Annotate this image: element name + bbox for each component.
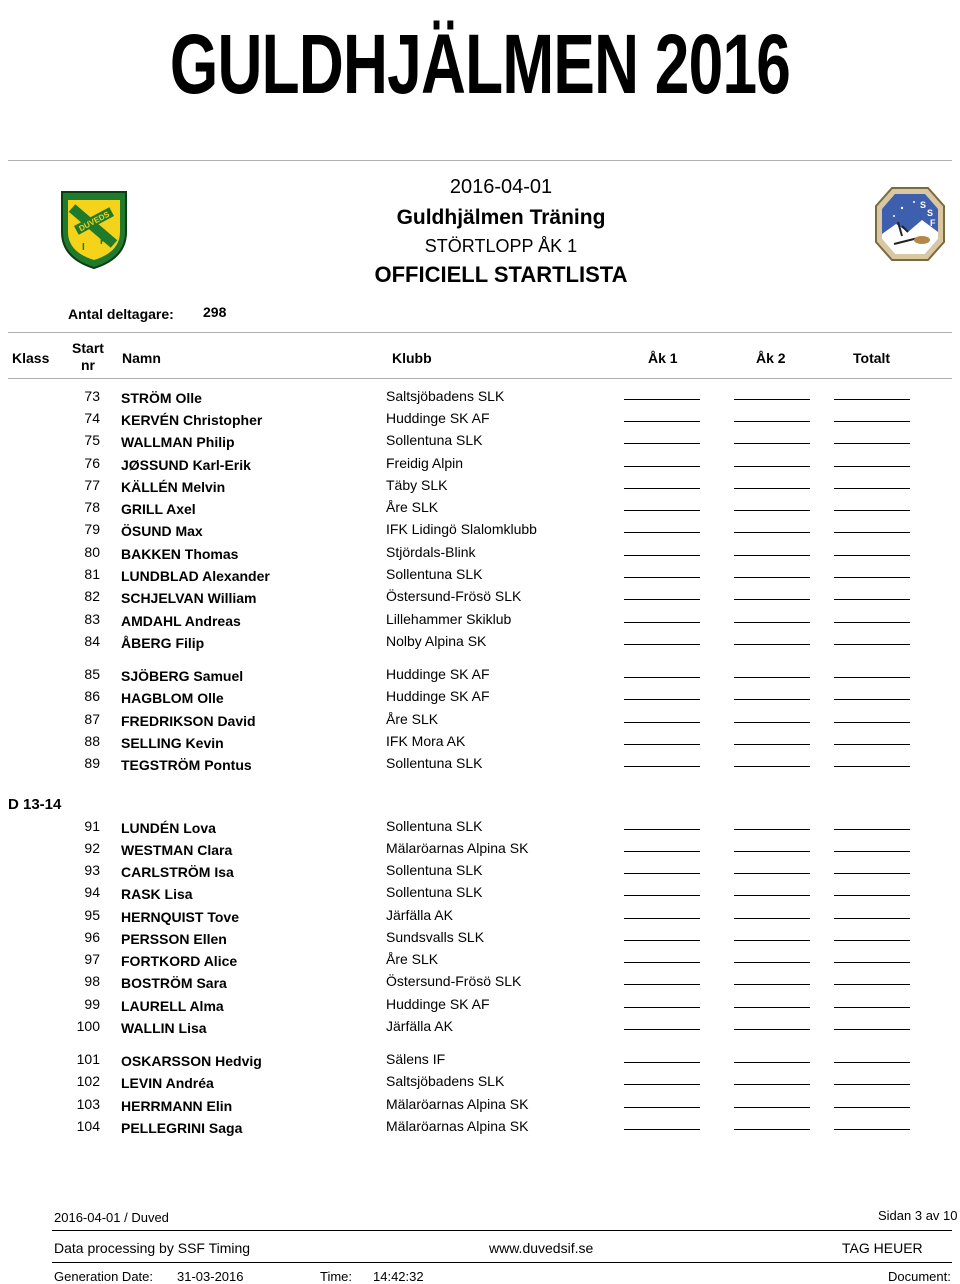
start-number: 93 [84, 862, 100, 878]
run1-result-blank [624, 532, 700, 533]
table-row [0, 685, 960, 707]
column-header-start-nr [70, 340, 106, 374]
total-result-blank [834, 644, 910, 645]
club-name: Huddinge SK AF [386, 410, 490, 426]
column-header-klubb: Klubb [392, 350, 432, 366]
athlete-name: TEGSTRÖM Pontus [121, 757, 252, 773]
athlete-name: LUNDBLAD Alexander [121, 568, 270, 584]
total-result-blank [834, 1062, 910, 1063]
total-result-blank [834, 1029, 910, 1030]
athlete-name: CARLSTRÖM Isa [121, 864, 234, 880]
club-name: Åre SLK [386, 711, 439, 727]
athlete-name: ÖSUND Max [121, 523, 203, 539]
athlete-name: WALLIN Lisa [121, 1020, 207, 1036]
athlete-name: PELLEGRINI Saga [121, 1120, 243, 1136]
total-result-blank [834, 443, 910, 444]
footer-page: Sidan 3 av 10 [878, 1208, 958, 1223]
run2-result-blank [734, 940, 810, 941]
club-name: Sälens IF [386, 1051, 446, 1067]
athlete-name: HERRMANN Elin [121, 1098, 233, 1114]
run2-result-blank [734, 699, 810, 700]
club-name: IFK Mora AK [386, 733, 466, 749]
participants-count: 298 [203, 304, 227, 320]
table-row [0, 474, 960, 496]
table-row [0, 1070, 960, 1092]
header-divider [8, 160, 952, 161]
run1-result-blank [624, 421, 700, 422]
athlete-name: STRÖM Olle [121, 390, 202, 406]
run2-result-blank [734, 962, 810, 963]
club-name: Östersund-Frösö SLK [386, 973, 522, 989]
total-result-blank [834, 918, 910, 919]
athlete-name: FORTKORD Alice [121, 953, 238, 969]
main-title: GULDHJÄLMEN 2016 [169, 17, 791, 111]
athlete-name: LUNDÉN Lova [121, 820, 216, 836]
run2-result-blank [734, 851, 810, 852]
run1-result-blank [624, 1062, 700, 1063]
participants-label: Antal deltagare: [68, 306, 174, 322]
run1-result-blank [624, 766, 700, 767]
run2-result-blank [734, 555, 810, 556]
start-number: 102 [76, 1073, 100, 1089]
table-row [0, 970, 960, 992]
start-number: 76 [84, 455, 100, 471]
total-result-blank [834, 766, 910, 767]
start-number: 81 [84, 566, 100, 582]
run1-result-blank [624, 599, 700, 600]
run1-result-blank [624, 962, 700, 963]
table-row [0, 385, 960, 407]
run2-result-blank [734, 1107, 810, 1108]
table-row [0, 407, 960, 429]
total-result-blank [834, 577, 910, 578]
run2-result-blank [734, 443, 810, 444]
run2-result-blank [734, 677, 810, 678]
run1-result-blank [624, 488, 700, 489]
table-row [0, 708, 960, 730]
table-row [0, 926, 960, 948]
run1-result-blank [624, 984, 700, 985]
table-row [0, 1093, 960, 1115]
total-result-blank [834, 984, 910, 985]
run1-result-blank [624, 744, 700, 745]
total-result-blank [834, 829, 910, 830]
club-name: Sollentuna SLK [386, 884, 483, 900]
run1-result-blank [624, 895, 700, 896]
run1-result-blank [624, 622, 700, 623]
athlete-name: ÅBERG Filip [121, 635, 205, 651]
column-header-klass: Klass [12, 350, 50, 366]
column-header-start: Start [72, 340, 104, 356]
run1-result-blank [624, 466, 700, 467]
event-date: 2016-04-01 [449, 176, 553, 198]
run1-result-blank [624, 1129, 700, 1130]
club-name: Stjördals-Blink [386, 544, 476, 560]
run2-result-blank [734, 1007, 810, 1008]
table-row [0, 563, 960, 585]
total-result-blank [834, 555, 910, 556]
club-name: Åre SLK [386, 499, 439, 515]
athlete-name: KERVÉN Christopher [121, 412, 263, 428]
run1-result-blank [624, 918, 700, 919]
start-number: 104 [76, 1118, 100, 1134]
class-label: D 13-14 [8, 796, 62, 813]
total-result-blank [834, 1007, 910, 1008]
svg-text:F: F [930, 218, 936, 228]
start-number: 87 [84, 711, 100, 727]
table-row [0, 496, 960, 518]
athlete-name: BOSTRÖM Sara [121, 975, 227, 991]
start-number: 86 [84, 688, 100, 704]
run1-result-blank [624, 1107, 700, 1108]
footer-date-org: 2016-04-01 / Duved [54, 1210, 169, 1225]
club-name: Mälaröarnas Alpina SK [386, 1096, 529, 1112]
total-result-blank [834, 510, 910, 511]
table-row [0, 608, 960, 630]
athlete-name: SCHJELVAN William [121, 590, 257, 606]
footer-time-value: 14:42:32 [373, 1269, 424, 1284]
total-result-blank [834, 873, 910, 874]
start-number: 80 [84, 544, 100, 560]
club-name: Huddinge SK AF [386, 666, 490, 682]
club-name: Sollentuna SLK [386, 755, 483, 771]
athlete-name: BAKKEN Thomas [121, 546, 239, 562]
run2-result-blank [734, 488, 810, 489]
club-name: Huddinge SK AF [386, 996, 490, 1012]
table-row [0, 541, 960, 563]
run1-result-blank [624, 1029, 700, 1030]
run1-result-blank [624, 510, 700, 511]
start-number: 85 [84, 666, 100, 682]
run2-result-blank [734, 873, 810, 874]
run2-result-blank [734, 984, 810, 985]
run1-result-blank [624, 1084, 700, 1085]
total-result-blank [834, 722, 910, 723]
footer-time-label: Time: [320, 1269, 353, 1284]
table-header-divider [8, 378, 952, 379]
run2-result-blank [734, 599, 810, 600]
run2-result-blank [734, 532, 810, 533]
table-top-divider [8, 332, 952, 333]
start-number: 91 [84, 818, 100, 834]
total-result-blank [834, 1084, 910, 1085]
start-number: 73 [84, 388, 100, 404]
table-row [0, 429, 960, 451]
total-result-blank [834, 1107, 910, 1108]
table-row [0, 993, 960, 1015]
club-name: Täby SLK [386, 477, 448, 493]
svg-text:S: S [920, 200, 927, 210]
run1-result-blank [624, 699, 700, 700]
athlete-name: PERSSON Ellen [121, 931, 227, 947]
club-name: Freidig Alpin [386, 455, 464, 471]
svg-text:I: I [82, 242, 85, 253]
club-name: Lillehammer Skiklub [386, 611, 512, 627]
total-result-blank [834, 599, 910, 600]
athlete-name: HERNQUIST Tove [121, 909, 239, 925]
run1-result-blank [624, 399, 700, 400]
athlete-name: LAURELL Alma [121, 998, 224, 1014]
table-row [0, 1015, 960, 1037]
start-number: 99 [84, 996, 100, 1012]
athlete-name: RASK Lisa [121, 886, 193, 902]
run2-result-blank [734, 466, 810, 467]
footer-timing: TAG HEUER [842, 1240, 923, 1256]
svg-text:DUVEDS: DUVEDS [77, 209, 112, 234]
total-result-blank [834, 399, 910, 400]
run1-result-blank [624, 555, 700, 556]
table-row [0, 630, 960, 652]
start-number: 103 [76, 1096, 100, 1112]
total-result-blank [834, 488, 910, 489]
run2-result-blank [734, 1029, 810, 1030]
run2-result-blank [734, 622, 810, 623]
start-number: 75 [84, 432, 100, 448]
run1-result-blank [624, 1007, 700, 1008]
run1-result-blank [624, 644, 700, 645]
start-number: 101 [76, 1051, 100, 1067]
start-number: 94 [84, 884, 100, 900]
table-row [0, 881, 960, 903]
club-name: Mälaröarnas Alpina SK [386, 840, 529, 856]
list-title: OFFICIELL STARTLISTA [374, 262, 628, 287]
start-number: 84 [84, 633, 100, 649]
run1-result-blank [624, 677, 700, 678]
total-result-blank [834, 677, 910, 678]
start-number: 79 [84, 521, 100, 537]
table-row [0, 815, 960, 837]
club-name: Sollentuna SLK [386, 432, 483, 448]
run2-result-blank [734, 510, 810, 511]
column-header-totalt: Totalt [853, 350, 891, 366]
club-name: Saltsjöbadens SLK [386, 388, 505, 404]
total-result-blank [834, 895, 910, 896]
footer-divider-2 [52, 1262, 952, 1263]
club-name: Järfälla AK [386, 1018, 453, 1034]
start-number: 78 [84, 499, 100, 515]
start-number: 95 [84, 907, 100, 923]
svg-text:S: S [927, 208, 934, 218]
run1-result-blank [624, 577, 700, 578]
table-row [0, 1115, 960, 1137]
start-number: 100 [76, 1018, 100, 1034]
total-result-blank [834, 962, 910, 963]
svg-text:F: F [100, 236, 107, 247]
run1-result-blank [624, 851, 700, 852]
club-name: Järfälla AK [386, 907, 453, 923]
athlete-name: WESTMAN Clara [121, 842, 233, 858]
athlete-name: KÄLLÉN Melvin [121, 479, 226, 495]
athlete-name: LEVIN Andréa [121, 1075, 214, 1091]
total-result-blank [834, 851, 910, 852]
table-row [0, 663, 960, 685]
run2-result-blank [734, 766, 810, 767]
athlete-name: JØSSUND Karl-Erik [121, 457, 251, 473]
club-name: Sollentuna SLK [386, 818, 483, 834]
club-name: IFK Lidingö Slalomklubb [386, 521, 537, 537]
athlete-name: OSKARSSON Hedvig [121, 1053, 262, 1069]
total-result-blank [834, 744, 910, 745]
table-row [0, 1048, 960, 1070]
athlete-name: FREDRIKSON David [121, 713, 256, 729]
run1-result-blank [624, 829, 700, 830]
total-result-blank [834, 532, 910, 533]
athlete-name: AMDAHL Andreas [121, 613, 241, 629]
club-name: Åre SLK [386, 951, 439, 967]
footer-processing: Data processing by SSF Timing [54, 1240, 251, 1256]
run2-result-blank [734, 421, 810, 422]
start-number: 77 [84, 477, 100, 493]
run2-result-blank [734, 744, 810, 745]
table-row [0, 518, 960, 540]
club-name: Nolby Alpina SK [386, 633, 487, 649]
start-number: 97 [84, 951, 100, 967]
total-result-blank [834, 1129, 910, 1130]
table-row [0, 837, 960, 859]
table-row [0, 585, 960, 607]
club-name: Sollentuna SLK [386, 862, 483, 878]
club-name: Saltsjöbadens SLK [386, 1073, 505, 1089]
athlete-name: SELLING Kevin [121, 735, 224, 751]
start-number: 82 [84, 588, 100, 604]
total-result-blank [834, 421, 910, 422]
club-name: Mälaröarnas Alpina SK [386, 1118, 529, 1134]
run2-result-blank [734, 1129, 810, 1130]
start-number: 74 [84, 410, 100, 426]
run2-result-blank [734, 644, 810, 645]
table-row [0, 752, 960, 774]
event-name: Guldhjälmen Träning [396, 206, 606, 229]
run1-result-blank [624, 873, 700, 874]
run2-result-blank [734, 722, 810, 723]
table-row [0, 948, 960, 970]
run2-result-blank [734, 895, 810, 896]
footer-divider [52, 1230, 952, 1231]
start-number: 88 [84, 733, 100, 749]
start-number: 89 [84, 755, 100, 771]
run2-result-blank [734, 829, 810, 830]
athlete-name: GRILL Axel [121, 501, 196, 517]
run2-result-blank [734, 1084, 810, 1085]
race-name: STÖRTLOPP ÅK 1 [424, 236, 578, 256]
table-row [0, 452, 960, 474]
start-number: 83 [84, 611, 100, 627]
footer-website-link[interactable]: www.duvedsif.se [489, 1240, 594, 1256]
athlete-name: WALLMAN Philip [121, 434, 235, 450]
total-result-blank [834, 466, 910, 467]
run1-result-blank [624, 722, 700, 723]
footer-gen-date-value: 31-03-2016 [177, 1269, 244, 1284]
run2-result-blank [734, 918, 810, 919]
total-result-blank [834, 699, 910, 700]
run2-result-blank [734, 1062, 810, 1063]
table-row [0, 859, 960, 881]
total-result-blank [834, 622, 910, 623]
column-header-namn: Namn [122, 350, 161, 366]
club-name: Sollentuna SLK [386, 566, 483, 582]
footer-document-label: Document: [888, 1269, 951, 1284]
run2-result-blank [734, 577, 810, 578]
run1-result-blank [624, 443, 700, 444]
table-row [0, 904, 960, 926]
total-result-blank [834, 940, 910, 941]
table-row [0, 730, 960, 752]
start-number: 96 [84, 929, 100, 945]
footer-gen-date-label: Generation Date: [54, 1269, 154, 1284]
run2-result-blank [734, 399, 810, 400]
start-number: 92 [84, 840, 100, 856]
run1-result-blank [624, 940, 700, 941]
athlete-name: SJÖBERG Samuel [121, 668, 244, 684]
column-header-ak1: Åk 1 [648, 350, 678, 366]
club-name: Huddinge SK AF [386, 688, 490, 704]
club-name: Östersund-Frösö SLK [386, 588, 522, 604]
club-name: Sundsvalls SLK [386, 929, 485, 945]
column-header-ak2: Åk 2 [756, 350, 786, 366]
start-number: 98 [84, 973, 100, 989]
athlete-name: HAGBLOM Olle [121, 690, 224, 706]
column-header-nr: nr [81, 357, 95, 373]
